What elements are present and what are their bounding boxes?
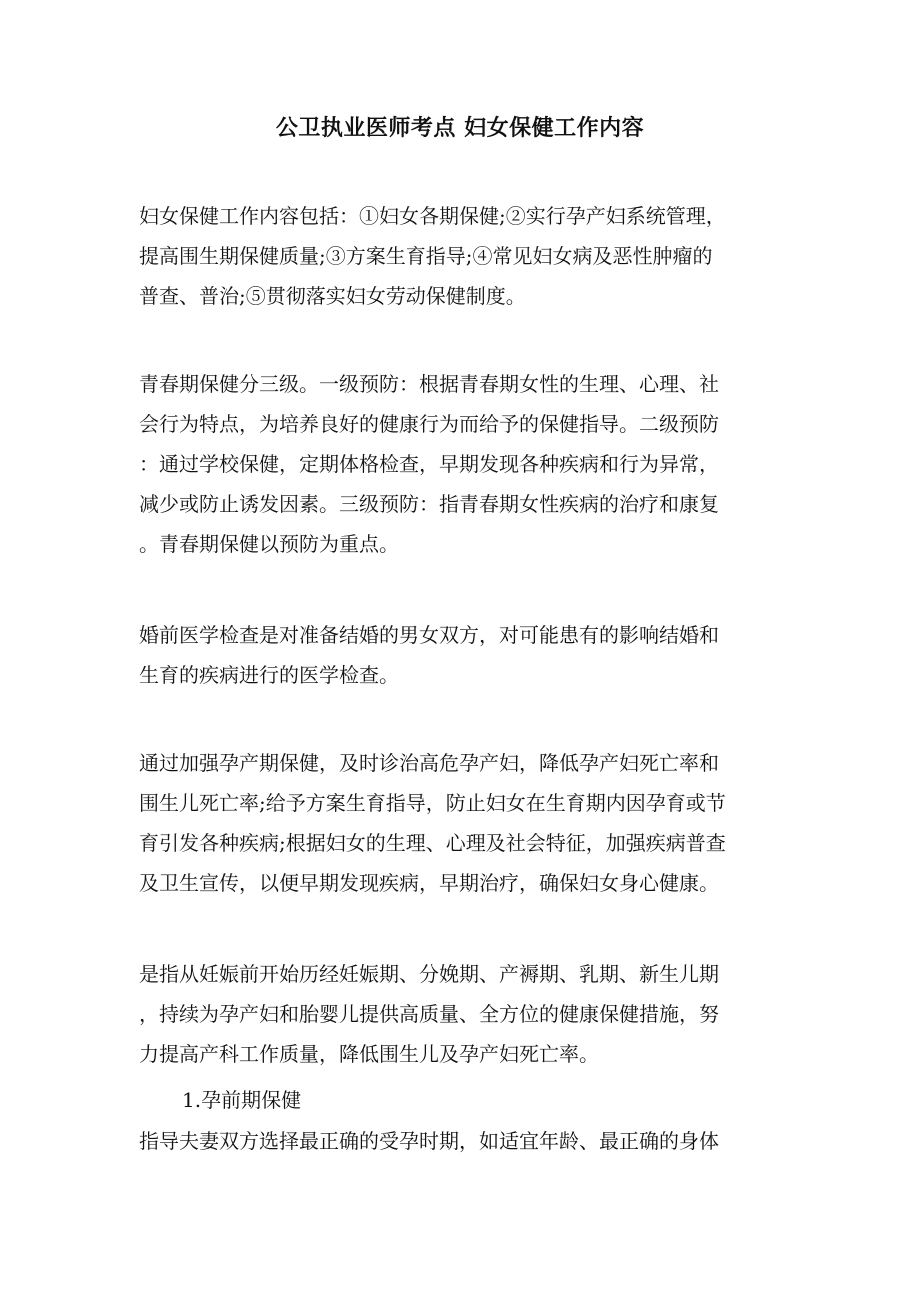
paragraph-line: 提高围生期保健质量;③方案生育指导;④常见妇女病及恶性肿瘤的 xyxy=(139,244,713,268)
paragraph-line: ，持续为孕产妇和胎婴儿提供高质量、全方位的健康保健措施，努 xyxy=(139,1002,719,1026)
paragraph-adolescent-care xyxy=(139,364,779,564)
paragraph-line: 是指从妊娠前开始历经妊娠期、分娩期、产褥期、乳期、新生儿期 xyxy=(139,962,719,986)
paragraph-line: 普查、普治;⑤贯彻落实妇女劳动保健制度。 xyxy=(139,284,526,308)
paragraph-line: 生育的疾病进行的医学检查。 xyxy=(139,663,399,687)
document-title: 公卫执业医师考点 妇女保健工作内容 xyxy=(275,115,645,141)
paragraph-line: 及卫生宣传，以便早期发现疾病，早期治疗，确保妇女身心健康。 xyxy=(139,871,719,895)
paragraph-perinatal-care xyxy=(139,743,779,903)
paragraph-line: 婚前医学检查是对准备结婚的男女双方，对可能患有的影响结婚和 xyxy=(139,623,719,647)
paragraph-line: 力提高产科工作质量，降低围生儿及孕产妇死亡率。 xyxy=(139,1042,599,1066)
paragraph-line: 青春期保健分三级。一级预防：根据青春期女性的生理、心理、社 xyxy=(139,372,719,396)
paragraph-line: 围生儿死亡率;给予方案生育指导，防止妇女在生育期内因孕育或节 xyxy=(139,791,726,815)
paragraph-line: 妇女保健工作内容包括：①妇女各期保健;②实行孕产妇系统管理， xyxy=(139,204,726,228)
paragraph-line: 。青春期保健以预防为重点。 xyxy=(139,532,399,556)
paragraph-line: 通过加强孕产期保健，及时诊治高危孕产妇，降低孕产妇死亡率和 xyxy=(139,751,719,775)
paragraph-maternity-definition xyxy=(139,954,779,1074)
paragraph-preconception-guidance xyxy=(139,1121,779,1161)
paragraph-line: ：通过学校保健，定期体格检查，早期发现各种疾病和行为异常， xyxy=(139,452,719,476)
paragraph-line: 指导夫妻双方选择最正确的受孕时期，如适宜年龄、最正确的身体 xyxy=(139,1129,719,1153)
paragraph-line: 减少或防止诱发因素。三级预防：指青春期女性疾病的治疗和康复 xyxy=(139,492,719,516)
paragraph-line: 会行为特点，为培养良好的健康行为而给予的保健指导。二级预防 xyxy=(139,412,719,436)
paragraph-premarital-exam xyxy=(139,615,779,695)
subheading-preconception-care: 1.孕前期保健 xyxy=(182,1088,302,1112)
paragraph-line: 育引发各种疾病;根据妇女的生理、心理及社会特征，加强疾病普查 xyxy=(139,831,726,855)
paragraph-content-overview xyxy=(139,196,779,316)
